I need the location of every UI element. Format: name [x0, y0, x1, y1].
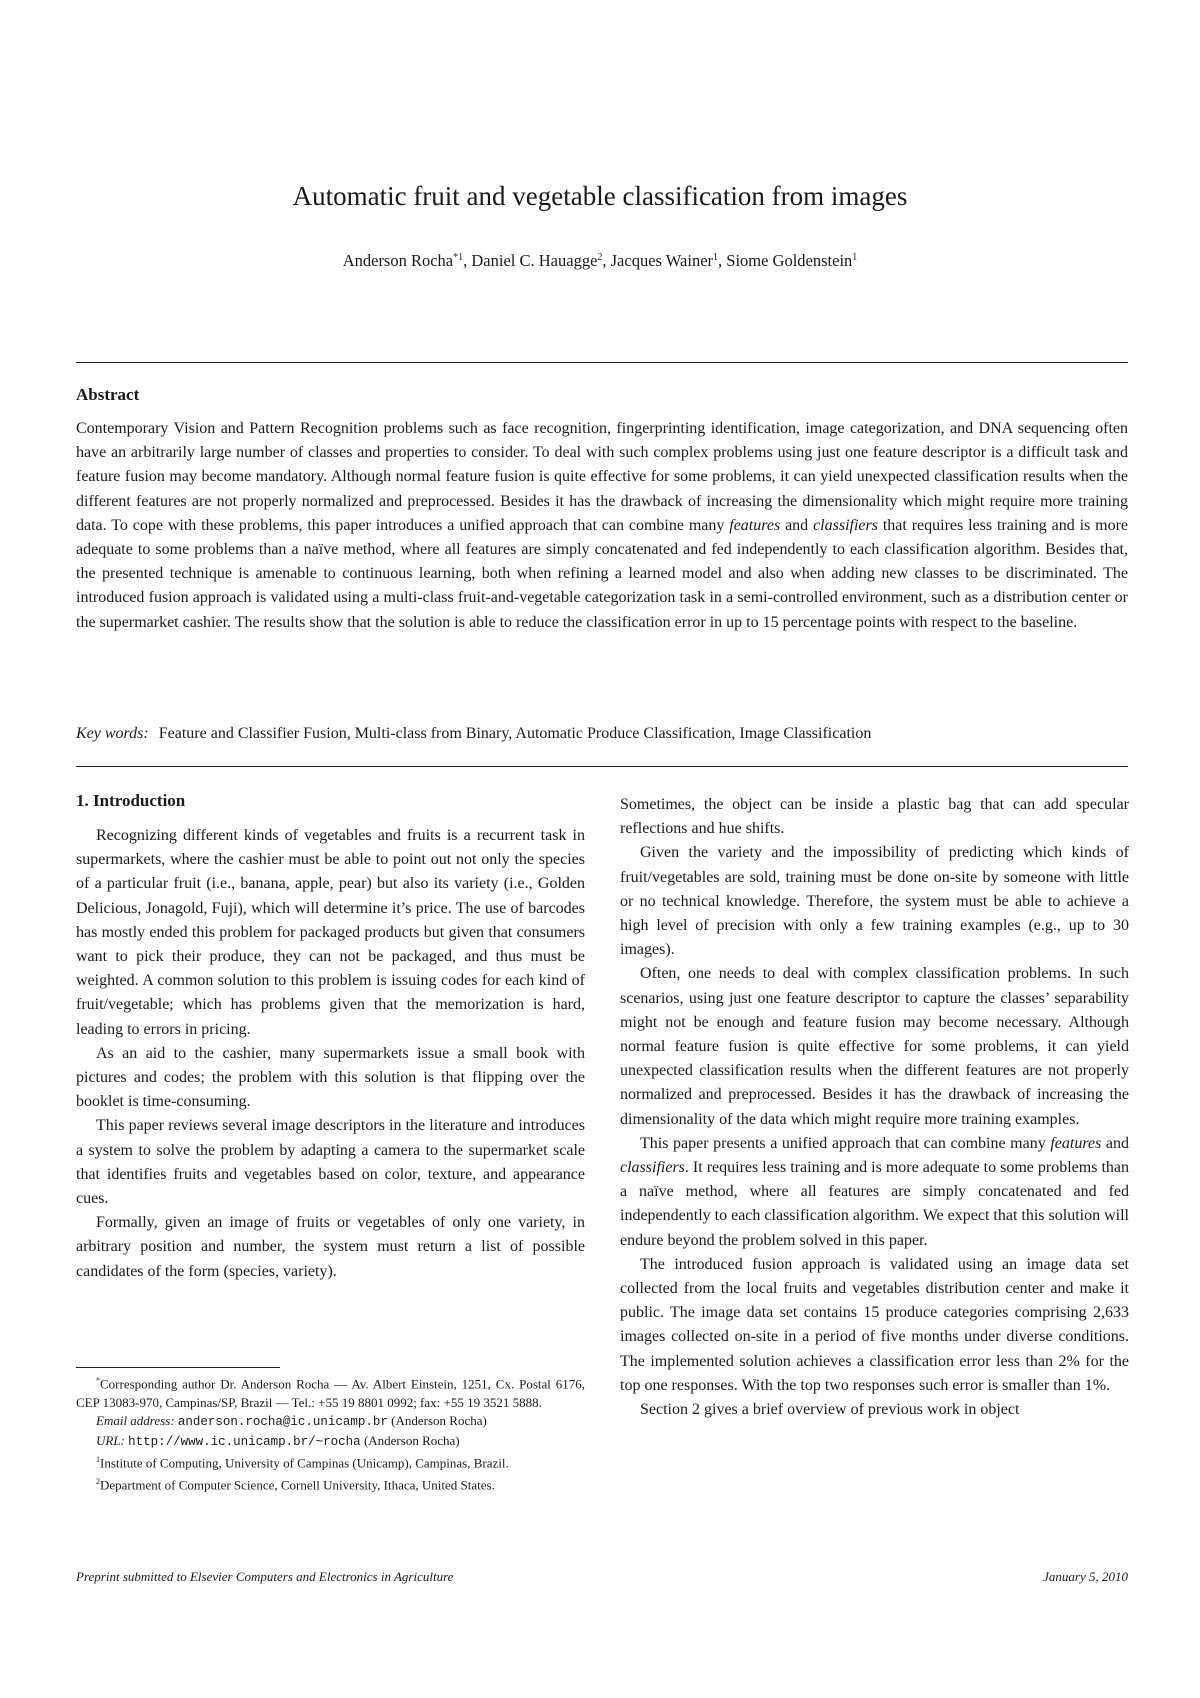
url-link[interactable]: http://www.ic.unicamp.br/~rocha: [128, 1434, 361, 1449]
footnote-url: URL: http://www.ic.unicamp.br/~rocha (Anderson Rocha): [96, 1432, 460, 1449]
author-name: Daniel C. Hauagge: [471, 251, 598, 270]
paragraph: This paper reviews several image descriptors in the literature and introduces a system to solve the problem by adapting a camera to the supermarket scale that identifies fruits and vegetables based on color, texture, and appearance cues.: [76, 1117, 585, 1208]
paragraph: As an aid to the cashier, many supermarkets issue a small book with pictures and codes; the problem with this solution is that flipping over the booklet is time-consuming.: [76, 1044, 585, 1111]
author-name: Jacques Wainer: [610, 251, 714, 270]
keywords-text: Feature and Classifier Fusion, Multi-class from Binary, Automatic Produce Classification, Image Classification: [158, 725, 872, 742]
author-affiliation-mark: *1: [453, 252, 464, 263]
paragraph: The introduced fusion approach is validated using an image data set collected from the local fruits and vegetables distribution center and make it public. The image data set contains 15 produce categories comprising 2,633 images collected on-site in a period of five months under diverse conditions. The implemented solution achieves a classification error less than 2% for the top one responses. With the top two responses such error is smaller than 1%.: [620, 1255, 1129, 1394]
footnote-rule: [76, 1367, 280, 1368]
paper-title: Automatic fruit and vegetable classification from images: [292, 181, 908, 211]
footer-journal: Preprint submitted to Elsevier Computers and Electronics in Agriculture: [76, 1569, 454, 1584]
abstract-text: Contemporary Vision and Pattern Recognition problems such as face recognition, fingerprinting identification, image categorization, and DNA sequencing often have an arbitrarily large number of classes and properties to consider. To deal with such complex problems using just one feature descriptor is a difficult task and feature fusion may become mandatory. Although normal feature fusion is quite effective for some problems, it can yield unexpected classification results when the different features are not properly normalized and preprocessed. Besides it has the drawback of increasing the dimensionality which might require more training data. To cope with these problems, this paper introduces a unified approach that can combine many features and classifiers that requires less training and is more adequate to some problems than a naïve method, where all features are simply concatenated and fed independently to each classification algorithm. Besides that, the presented technique is amenable to continuous learning, both when refining a learned model and also when adding new classes to be discriminated. The introduced fusion approach is validated using a multi-class fruit-and-vegetable categorization task in a semi-controlled environment, such as a distribution center or the supermarket cashier. The results show that the solution is able to reduce the classification error in up to 15 percentage points with respect to the baseline.: [76, 420, 1129, 631]
footnote-2: $^2$Department of Computer Science, Cornell University, Ithaca, United States.: [96, 1477, 495, 1493]
paragraph: Section 2 gives a brief overview of previous work in object: [640, 1401, 1020, 1419]
author-name: Siome Goldenstein: [726, 251, 853, 270]
footnote-corresponding: *Corresponding author Dr. Anderson Rocha — Av. Albert Einstein, 1251, Cx. Postal 6176, CEP 13083-970, Campinas/SP, Brazil — Tel.: +55 19 8801 0992; fax: +55 19 3521 5888.: [76, 1376, 585, 1410]
abstract-heading: Abstract: [76, 385, 140, 404]
keywords: [76, 723, 1128, 745]
paragraph: This paper presents a unified approach that can combine many features and classifiers. It requires less training and is more adequate to some problems than a naïve method, where all features are simply concatenated and fed independently to each classification algorithm. We expect that this solution will endure beyond the problem solved in this paper.: [620, 1134, 1130, 1249]
author-affiliation-mark: 1: [713, 252, 719, 263]
divider-bottom: [76, 766, 1128, 767]
paragraph: Recognizing different kinds of vegetables and fruits is a recurrent task in supermarkets, where the cashier must be able to point out not only the species of a particular fruit (i.e., banana, apple, pear) but also its variety (i.e., Golden Delicious, Jonagold, Fuji), which will determine it’s price. The use of barcodes has mostly ended this problem for packaged products but given that consumers want to pick their produce, they can not be packaged, and thus must be weighted. A common solution to this problem is issuing codes for each kind of fruit/vegetable; which has problems given that the memorization is hard, leading to errors in pricing.: [76, 827, 585, 1038]
footnotes: [76, 1372, 585, 1495]
author-affiliation-mark: 2: [597, 252, 603, 263]
paragraph: Sometimes, the object can be inside a plastic bag that can add specular reflections and hue shifts.: [620, 796, 1129, 838]
author-affiliation-mark: 1: [852, 252, 858, 263]
page-footer: [76, 1568, 1128, 1586]
paragraph: Given the variety and the impossibility of predicting which kinds of fruit/vegetables are sold, training must be done on-site by someone with little or no technical knowledge. Therefore, the system must be able to achieve a high level of precision with only a few training examples (e.g., up to 30 images).: [620, 844, 1129, 959]
left-column: [76, 789, 585, 1284]
footer-date: January 5, 2010: [1043, 1569, 1128, 1584]
section-heading: 1. Introduction: [76, 791, 186, 810]
keywords-label: Key words:: [76, 725, 149, 742]
paragraph: Often, one needs to deal with complex classification problems. In such scenarios, using just one feature descriptor to capture the classes’ separability might not be enough and feature fusion may become necessary. Although normal feature fusion is quite effective for some problems, it can yield unexpected classification results when the different features are not properly normalized and preprocessed. Besides it has the drawback of increasing the dimensionality of the data which might require more training examples.: [620, 965, 1129, 1128]
divider-top: [76, 362, 1128, 363]
email-link[interactable]: anderson.rocha@ic.unicamp.br: [177, 1415, 388, 1430]
paragraph: Formally, given an image of fruits or vegetables of only one variety, in arbitrary position and number, the system must return a list of possible candidates of the form (species, variety).: [76, 1214, 585, 1280]
author-name: Anderson Rocha: [342, 251, 454, 270]
right-column: [620, 793, 1129, 1422]
author-list: Anderson Rocha$^{*1}$, Daniel C. Hauagge$^2$, Jacques Wainer$^1$, Siome Goldenstein$^1$: [342, 251, 858, 270]
footnote-1: $^1$Institute of Computing, University of Campinas (Unicamp), Campinas, Brazil.: [96, 1455, 509, 1471]
footnote-email: Email address: anderson.rocha@ic.unicamp.br (Anderson Rocha): [96, 1413, 487, 1430]
